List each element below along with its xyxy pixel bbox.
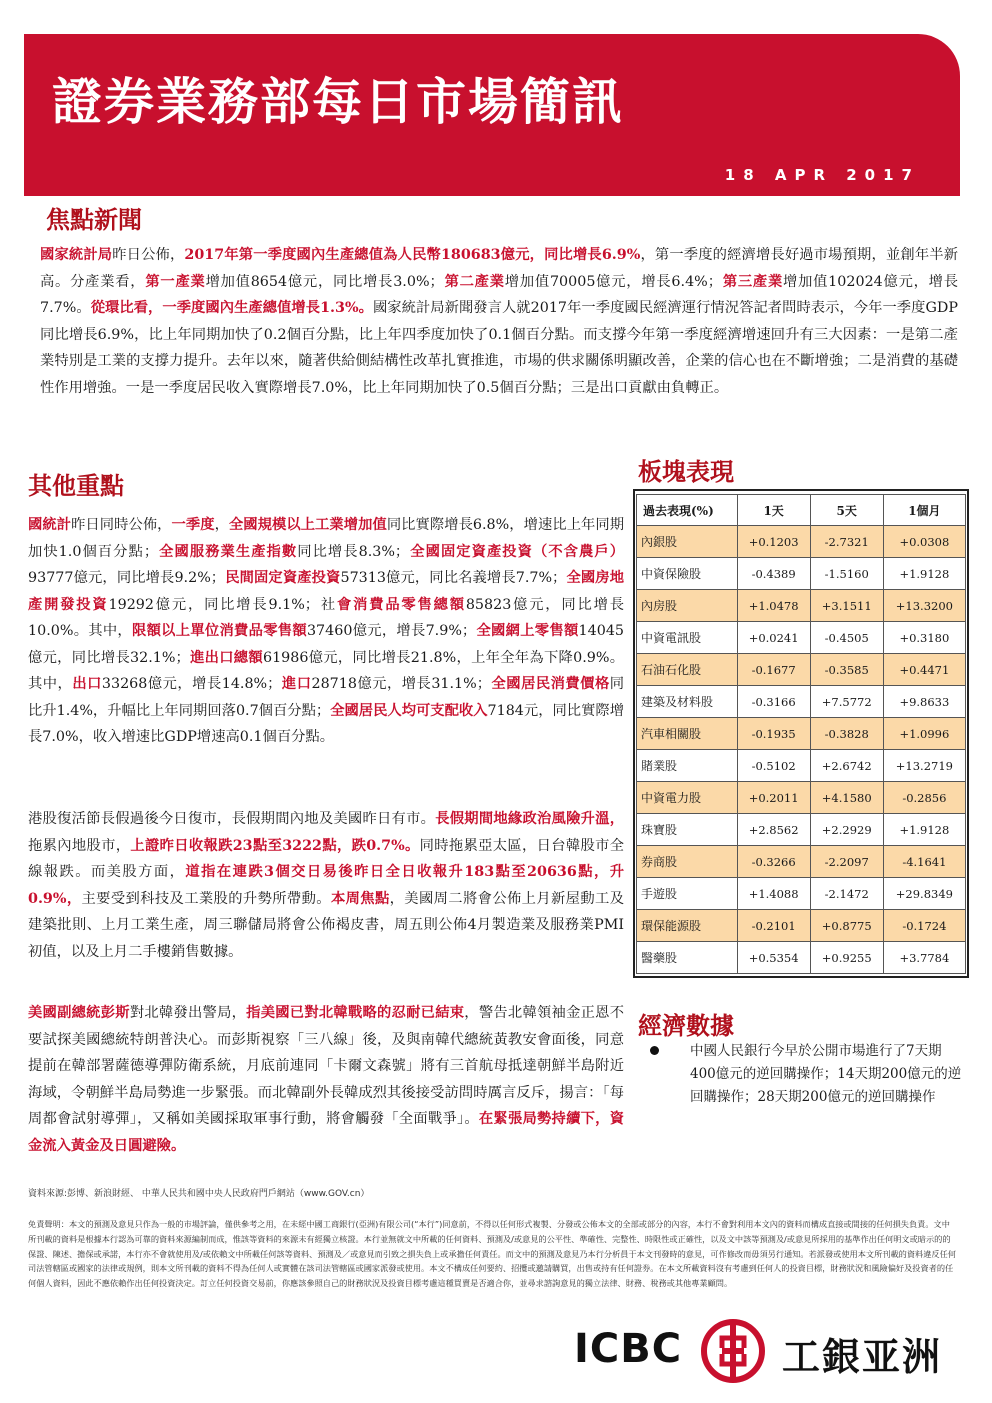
highlight-text: 限額以上單位消費品零售額 (132, 623, 307, 639)
sector-name: 環保能源股 (637, 910, 738, 942)
table-row (637, 558, 966, 590)
value-5d: -2.7321 (810, 526, 883, 558)
value-1d: -0.3266 (737, 846, 810, 878)
table-row (637, 750, 966, 782)
table-row (637, 782, 966, 814)
sector-name: 中資電力股 (637, 782, 738, 814)
header-1m: 1個月 (883, 495, 965, 526)
header-period: 過去表現(%) (637, 495, 738, 526)
table-row (637, 910, 966, 942)
sector-name: 中資電訊股 (637, 622, 738, 654)
table-row (637, 942, 966, 974)
value-1d: +0.0241 (737, 622, 810, 654)
highlight-text: 會消費品零售總額 (337, 596, 466, 613)
body-text: 57313億元，同比名義增長7.7%； (340, 570, 567, 586)
value-5d: -0.4505 (810, 622, 883, 654)
value-5d: -2.1472 (810, 878, 883, 910)
body-text: 對北韓發出警局， (129, 1005, 247, 1021)
value-1m: -0.2856 (883, 782, 965, 814)
sector-name: 石油石化股 (637, 654, 738, 686)
value-5d: +4.1580 (810, 782, 883, 814)
highlight-text: 全國固定資產投資（不含農戶） (409, 543, 624, 560)
highlight-text: 全國房地產開發投資 (28, 570, 624, 613)
highlights-paragraph-3 (28, 1000, 624, 1159)
table-row (637, 814, 966, 846)
body-text: 93777億元，同比增長9.2%； (28, 570, 226, 586)
economic-data-text: 中國人民銀行今早於公開市場進行了7天期400億元的逆回購操作；14天期200億元的逆回購操作；28天期200億元的逆回購操作 (690, 1043, 962, 1105)
body-text: 同時拖累亞太區，日台韓股市全線報跌。而美股方面， (28, 837, 625, 880)
value-1m: +13.3200 (883, 590, 965, 622)
sector-name: 珠寶股 (637, 814, 738, 846)
body-text: 主要受到科技及工業股的升勢所帶動。 (81, 890, 331, 907)
sector-performance-table (636, 494, 966, 974)
table-row (637, 878, 966, 910)
value-1d: +0.1203 (737, 526, 810, 558)
value-1m: -0.1724 (883, 910, 965, 942)
value-5d: -0.3585 (810, 654, 883, 686)
other-highlights-title: 其他重點 (28, 472, 124, 500)
body-text: ， (214, 517, 229, 533)
value-5d: +2.6742 (810, 750, 883, 782)
body-text: 昨日同時公佈， (71, 517, 172, 533)
sector-name: 內銀股 (637, 526, 738, 558)
value-1d: +2.8562 (737, 814, 810, 846)
focus-news-title: 焦點新聞 (46, 206, 142, 234)
icbc-logo-text: ICBC (574, 1326, 683, 1372)
highlight-text: 上證昨日收報跌23點至3222點，跌0.7%。 (130, 837, 420, 854)
page-title: 證券業務部每日市場簡訊 (52, 73, 624, 131)
highlight-text: 全國居民人均可支配收入 (330, 702, 488, 719)
body-text: ，警告北韓領袖金正恩不要試探美國總統特朗普決心。而彭斯視察「三八線」後，及與南韓代總統黃教安會面後，同意提前在韓部署薩德導彈防衛系統，月底前連同「卡爾文森號」將有三首航母抵達朝鮮半島附近海域，令朝鮮半島局勢進一步緊張。而北韓副外長韓成烈其後接受訪問時厲言反斥，揚言：「每周都會試射導彈」，又稱如美國採取軍事行動，將會觸發「全面戰爭」。 (28, 1005, 625, 1127)
body-text: 28718億元，增長31.1%； (311, 676, 492, 692)
economic-data-title: 經濟數據 (638, 1012, 734, 1040)
highlight-text: 在緊張局勢持續下，資金流入黃金及日圓避險。 (28, 1111, 625, 1154)
highlight-text: 長假期間地緣政治風險升溫， (435, 811, 625, 827)
highlight-text: 國家統計局 (40, 247, 113, 263)
value-5d: +7.5772 (810, 686, 883, 718)
header-5d: 5天 (810, 495, 883, 526)
disclaimer: 免責聲明：本文的預測及意見只作為一般的市場評論，僅供參考之用，在未經中國工商銀行(亞洲)有限公司(“本行”)同意前，不得以任何形式複製、分發或公佈本文的全部或部分的內容，本行不會對利用本文內的資料而構成直接或間接的任何損失負責。文中所刊載的資料是根據本行認為可靠的資料來源編制而成，惟該等資料的來源未有經獨立核證。本行並無就文中所載的任何資料、預測及/或意見的公平性、準確性、完整性、時限性或正確性，以及文中該等預測及/或意見所採用的基準作出任何明文或暗示的的保證、陳述、擔保或承諾，本行亦不會就使用及/或依賴文中所載任何該等資料、預測及／或意見而引致之損失負上或承擔任何責任。而文中的預測及意見乃本行分析員于本文刊發時的意見，可作修改而毋須另行通知。若派發或使用本文所刊載的資料違反任何司法管轄區或國家的法律或規例，則本文所刊載的資料不得為任何人或實體在該司法管轄區或國家派發或使用。本文不構成任何要約、招攬或邀請購買，出售或持有任何證券。在本文所載資料沒有考慮到任何人的投資目標，財務狀況和風險偏好及投資者的任何個人資料，因此不應依賴作出任何投資決定。訂立任何投資交易前，你應該參照自己的財務狀況及投資目標考慮這種買賣是否適合你，並尋求諮詢意見的獨立法律、財務、稅務或其他專業顧問。 (28, 1219, 956, 1289)
body-text: 19292億元，同比增長9.1%；社 (108, 596, 338, 613)
value-1m: -4.1641 (883, 846, 965, 878)
header-banner (24, 34, 960, 196)
value-1m: +3.7784 (883, 942, 965, 974)
body-text: ，美國周二將會公佈上月新屋動工及建築批則、上月工業生產，周三聯儲局將會公佈褐皮書，周五則公佈4月製造業及服務業PMI初值，以及上月二手樓銷售數據。 (28, 890, 624, 960)
value-1d: -0.4389 (737, 558, 810, 590)
sector-name: 中資保險股 (637, 558, 738, 590)
body-text: 昨日公佈， (112, 247, 185, 263)
value-1d: -0.1935 (737, 718, 810, 750)
icbc-emblem-icon (700, 1318, 766, 1384)
value-5d: +3.1511 (810, 590, 883, 622)
body-text: 37460億元，增長7.9%； (306, 623, 477, 639)
body-text: 61986億元，同比增長21.8%，上年全年為下降0.9%。其中， (28, 649, 625, 692)
highlights-paragraph-1 (28, 512, 624, 751)
body-text: 拖累內地股市， (28, 837, 131, 854)
header-1d: 1天 (737, 495, 810, 526)
highlight-text: 進出口總額 (189, 649, 263, 666)
value-5d: -1.5160 (810, 558, 883, 590)
body-text: 同比增長8.3%； (297, 543, 410, 560)
body-text: 同比實際增長6.8%，增速比上年同期加快1.0個百分點； (28, 517, 625, 560)
table-row (637, 686, 966, 718)
value-1m: +13.2719 (883, 750, 965, 782)
sector-name: 醫藥股 (637, 942, 738, 974)
highlight-text: 全國居民消費價格 (491, 676, 610, 692)
table-row (637, 846, 966, 878)
value-1m: +29.8349 (883, 878, 965, 910)
highlight-text: 道指在連跌3個交日易後昨日全日收報升183點至20636點，升0.9%， (28, 864, 625, 907)
body-text: 85823億元，同比增長10.0%。其中， (28, 596, 625, 639)
highlight-text: 全國服務業生產指數 (158, 543, 298, 560)
table-row (637, 718, 966, 750)
table-row (637, 590, 966, 622)
body-text: 港股復活節長假過後今日復市，長假期間內地及美國昨日有市。 (28, 811, 436, 827)
body-text: 增加值102024億元，增長7.7%。 (40, 273, 959, 316)
body-text: 國家統計局新聞發言人就2017年一季度國民經濟運行情況答記者問時表示，今年一季度GDP同比增長6.9%，比上年同期加快了0.2個百分點，比上年四季度加快了0.1個百分點。而支撐今年第一季度經濟增速回升有三大因素：一是第二產業特別是工業的支撐力提升。去年以來，隨著供給側結構性改革扎實推進，市場的供求關係明顯改善，企業的信心也在不斷增強；二是消費的基礎性作用增強。一是一季度居民收入實際增長7.0%，比上年同期加快了0.5個百分點；三是出口貢獻由負轉正。 (40, 300, 958, 396)
focus-news-paragraph (40, 242, 958, 401)
highlight-text: 指美國已對北韓戰略的忍耐已結束 (246, 1005, 465, 1021)
highlight-text: 本周焦點 (330, 890, 390, 907)
value-1m: +0.0308 (883, 526, 965, 558)
body-text: 7184元，同比實際增長7.0%，收入增速比GDP增速高0.1個百分點。 (28, 702, 625, 745)
highlight-text: 全國規模以上工業增加值 (228, 517, 387, 533)
value-1d: +0.2011 (737, 782, 810, 814)
highlight-text: 民間固定資產投資 (225, 570, 341, 586)
highlight-text: 第二產業 (443, 273, 505, 290)
body-text: 33268億元，增長14.8%； (101, 676, 282, 692)
highlights-paragraph-2 (28, 806, 624, 965)
table-header-row (637, 495, 966, 526)
report-date: 18 APR 2017 (724, 166, 920, 184)
sector-name: 手遊股 (637, 878, 738, 910)
value-1d: +0.5354 (737, 942, 810, 974)
value-1d: +1.4088 (737, 878, 810, 910)
value-1d: -0.5102 (737, 750, 810, 782)
value-1m: +1.0996 (883, 718, 965, 750)
table-row (637, 622, 966, 654)
icbc-asia-logo-text: 工銀亚洲 (782, 1335, 943, 1379)
value-1m: +0.4471 (883, 654, 965, 686)
highlight-text: 美國副總統彭斯 (28, 1005, 130, 1021)
body-text: 同比升1.4%，升幅比上年同期回落0.7個百分點； (28, 676, 625, 719)
value-1d: -0.2101 (737, 910, 810, 942)
sector-performance-title: 板塊表現 (638, 458, 734, 486)
value-5d: +0.8775 (810, 910, 883, 942)
value-1d: -0.3166 (737, 686, 810, 718)
value-5d: +0.9255 (810, 942, 883, 974)
body-text: 增加值70005億元，增長6.4%； (504, 273, 723, 290)
body-text: ，第一季度的經濟增長好過市場預期，並創年半新高。分產業看， (40, 247, 958, 290)
table-row (637, 526, 966, 558)
value-5d: -2.2097 (810, 846, 883, 878)
sources-line: 資料來源:彭博、新浪財經、 中華人民共和國中央人民政府門戶網站（www.GOV.cn） (28, 1189, 370, 1199)
highlight-text: 第三產業 (722, 273, 784, 290)
highlight-text: 第一產業 (145, 273, 206, 290)
highlight-text: 從環比看，一季度國內生產總值增長1.3%。 (90, 300, 373, 316)
value-1d: -0.1677 (737, 654, 810, 686)
value-1m: +0.3180 (883, 622, 965, 654)
table-row (637, 654, 966, 686)
highlight-text: 全國網上零售額 (476, 623, 579, 639)
value-1m: +1.9128 (883, 814, 965, 846)
highlight-text: 進口 (281, 676, 312, 692)
value-1d: +1.0478 (737, 590, 810, 622)
value-5d: -0.3828 (810, 718, 883, 750)
sector-name: 內房股 (637, 590, 738, 622)
sector-name: 賭業股 (637, 750, 738, 782)
highlight-text: 出口 (72, 676, 102, 692)
sector-name: 汽車相關股 (637, 718, 738, 750)
value-1m: +9.8633 (883, 686, 965, 718)
highlight-text: 2017年第一季度國內生產總值為人民幣180683億元，同比增長6.9% (184, 247, 641, 263)
bullet-icon (650, 1046, 659, 1055)
value-1m: +1.9128 (883, 558, 965, 590)
sector-name: 券商股 (637, 846, 738, 878)
body-text: 增加值8654億元，同比增長3.0%； (205, 273, 444, 290)
highlight-text: 一季度 (171, 517, 215, 533)
value-5d: +2.2929 (810, 814, 883, 846)
body-text: 14045億元，同比增長32.1%； (28, 623, 625, 666)
sector-name: 建築及材料股 (637, 686, 738, 718)
highlight-text: 國統計 (28, 517, 72, 533)
